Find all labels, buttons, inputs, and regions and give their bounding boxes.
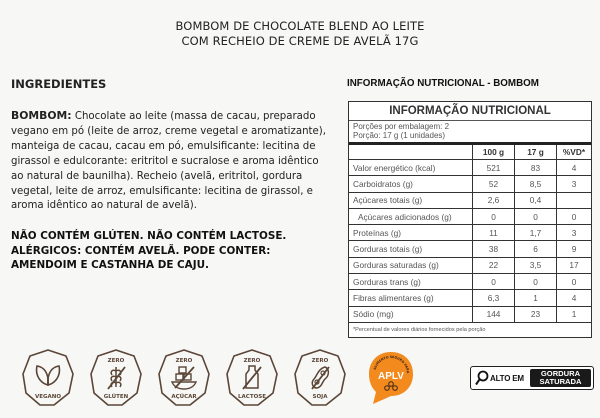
value-per-serving: 1,7 bbox=[515, 225, 557, 240]
table-row bbox=[349, 193, 591, 209]
table-row bbox=[349, 307, 591, 323]
nutrient-name: Gorduras totais (g) bbox=[349, 241, 473, 256]
value-per-100g: 2,6 bbox=[473, 193, 515, 208]
svg-text:VEGANO: VEGANO bbox=[34, 394, 62, 400]
nutrient-name: Gorduras trans (g) bbox=[349, 274, 473, 289]
warning-nutrient-line2: SATURADA bbox=[539, 377, 582, 386]
nutrient-name: Açúcares totais (g) bbox=[349, 193, 473, 208]
soy-crossed-icon bbox=[292, 347, 348, 409]
svg-text:ZERO: ZERO bbox=[243, 358, 261, 364]
sugar-crossed-icon bbox=[156, 347, 212, 409]
svg-text:APLV: APLV bbox=[378, 371, 404, 382]
table-row bbox=[349, 209, 591, 225]
nutrition-section-heading: INFORMAÇÃO NUTRICIONAL - BOMBOM bbox=[347, 78, 539, 89]
leaf-icon bbox=[20, 347, 76, 409]
table-header-row bbox=[349, 145, 591, 160]
value-per-serving: 6 bbox=[515, 241, 557, 256]
value-per-serving: 0 bbox=[515, 274, 557, 289]
svg-text:LACTOSE: LACTOSE bbox=[238, 394, 266, 400]
value-per-serving: 1 bbox=[515, 290, 557, 305]
value-per-100g: 144 bbox=[473, 307, 515, 322]
ingredients-list: Chocolate ao leite (massa de cacau, preparado vegano em pó (leite de arroz, creme vegetal e aromatizante), manteiga de cacau, cacau em pó, emulsificante: lecitina de girassol e edulcorante: eritritol e sucralose e aroma idêntico ao natural de baunilha). Recheio (avelã, eritritol, gordura vegetal, leite de arroz, emulsificante: lecitina de girassol, e aroma idêntico ao natural de avelã). bbox=[11, 111, 327, 212]
value-per-100g: 0 bbox=[473, 209, 515, 224]
table-row bbox=[349, 241, 591, 257]
servings-per-package: Porções por embalagem: 2 bbox=[353, 122, 450, 131]
nutrient-name: Carboidratos (g) bbox=[349, 176, 473, 191]
serving-info bbox=[349, 121, 591, 145]
value-daily-percent: 4 bbox=[571, 293, 577, 304]
value-daily-percent: 17 bbox=[569, 260, 579, 271]
nutrition-facts-table bbox=[348, 101, 592, 338]
allergen-warning bbox=[11, 229, 331, 273]
seal-vegano bbox=[20, 347, 76, 409]
svg-text:ALIMENTO SEGURO PARA: ALIMENTO SEGURO PARA bbox=[372, 354, 411, 374]
aplv-seal-icon bbox=[367, 350, 415, 406]
warning-nutrient-box bbox=[530, 369, 591, 387]
nutrient-name: Proteínas (g) bbox=[349, 225, 473, 240]
value-per-100g: 22 bbox=[473, 258, 515, 273]
value-daily-percent: 9 bbox=[571, 244, 577, 255]
aplv-badge bbox=[367, 350, 415, 406]
nutrient-name: Sódio (mg) bbox=[349, 307, 473, 322]
high-saturated-fat-warning bbox=[470, 366, 594, 390]
table-row bbox=[349, 290, 591, 306]
value-per-serving: 0,4 bbox=[515, 193, 557, 208]
value-daily-percent: 0 bbox=[571, 276, 577, 287]
column-header-vd: %VD* bbox=[562, 147, 586, 157]
table-row bbox=[349, 160, 591, 176]
product-title bbox=[0, 19, 600, 49]
svg-text:ZERO: ZERO bbox=[311, 358, 329, 364]
svg-text:SOJA: SOJA bbox=[312, 394, 328, 400]
value-daily-percent: 1 bbox=[571, 309, 577, 320]
ingredients-text bbox=[11, 109, 331, 214]
product-title-line2: COM RECHEIO DE CREME DE AVELÃ 17G bbox=[181, 34, 419, 48]
seal-zero-gluten bbox=[88, 347, 144, 409]
table-row bbox=[349, 274, 591, 290]
value-per-100g: 521 bbox=[473, 160, 515, 175]
nutrient-name: Gorduras saturadas (g) bbox=[349, 258, 473, 273]
svg-text:GLÚTEN: GLÚTEN bbox=[103, 394, 129, 400]
value-per-100g: 52 bbox=[473, 176, 515, 191]
table-footnote: *Percentual de valores diários fornecidos pela porção bbox=[353, 326, 486, 333]
allergen-line-1: NÃO CONTÉM GLÚTEN. NÃO CONTÉM LACTOSE. bbox=[11, 230, 287, 242]
value-daily-percent: 3 bbox=[571, 178, 577, 189]
ingredients-heading: INGREDIENTES bbox=[11, 77, 107, 91]
svg-text:ZERO: ZERO bbox=[107, 358, 125, 364]
product-title-line1: BOMBOM DE CHOCOLATE BLEND AO LEITE bbox=[175, 19, 425, 33]
value-per-100g: 11 bbox=[473, 225, 515, 240]
table-row bbox=[349, 225, 591, 241]
svg-text:AÇÚCAR: AÇÚCAR bbox=[171, 394, 197, 400]
value-per-100g: 38 bbox=[473, 241, 515, 256]
column-header-nutrient bbox=[349, 145, 473, 159]
table-row bbox=[349, 176, 591, 192]
value-per-serving: 83 bbox=[515, 160, 557, 175]
value-per-100g: 0 bbox=[473, 274, 515, 289]
wheat-crossed-icon bbox=[88, 347, 144, 409]
serving-size: Porção: 17 g (1 unidades) bbox=[353, 131, 446, 140]
value-per-100g: 6,3 bbox=[473, 290, 515, 305]
nutrient-name: Valor energético (kcal) bbox=[349, 160, 473, 175]
seal-zero-soja bbox=[292, 347, 348, 409]
ingredients-label: BOMBOM: bbox=[11, 109, 72, 122]
seal-zero-lactose bbox=[224, 347, 280, 409]
milk-bottle-crossed-icon bbox=[224, 347, 280, 409]
value-daily-percent: 0 bbox=[571, 211, 577, 222]
svg-text:ZERO: ZERO bbox=[175, 358, 193, 364]
value-per-serving: 23 bbox=[515, 307, 557, 322]
value-per-serving: 3,5 bbox=[515, 258, 557, 273]
value-daily-percent bbox=[557, 193, 591, 208]
column-header-serving: 17 g bbox=[515, 145, 557, 159]
value-daily-percent: 3 bbox=[571, 227, 577, 238]
warning-alto-em: ALTO EM bbox=[490, 373, 524, 383]
allergen-line-3: AMENDOIM E CASTANHA DE CAJU. bbox=[11, 259, 209, 271]
table-row bbox=[349, 258, 591, 274]
seal-zero-acucar bbox=[156, 347, 212, 409]
nutrient-name: Fibras alimentares (g) bbox=[349, 290, 473, 305]
value-per-serving: 8,5 bbox=[515, 176, 557, 191]
allergen-line-2: ALÉRGICOS: CONTÉM AVELÃ. PODE CONTER: bbox=[11, 244, 271, 257]
value-per-serving: 0 bbox=[515, 209, 557, 224]
value-daily-percent: 4 bbox=[571, 162, 577, 173]
nutrient-name: Açúcares adicionados (g) bbox=[349, 209, 473, 224]
nutrition-table-title: INFORMAÇÃO NUTRICIONAL bbox=[349, 102, 591, 121]
magnifier-icon bbox=[475, 370, 489, 386]
column-header-100g: 100 g bbox=[473, 145, 515, 159]
warning-nutrient-line1: GORDURA bbox=[540, 368, 581, 378]
